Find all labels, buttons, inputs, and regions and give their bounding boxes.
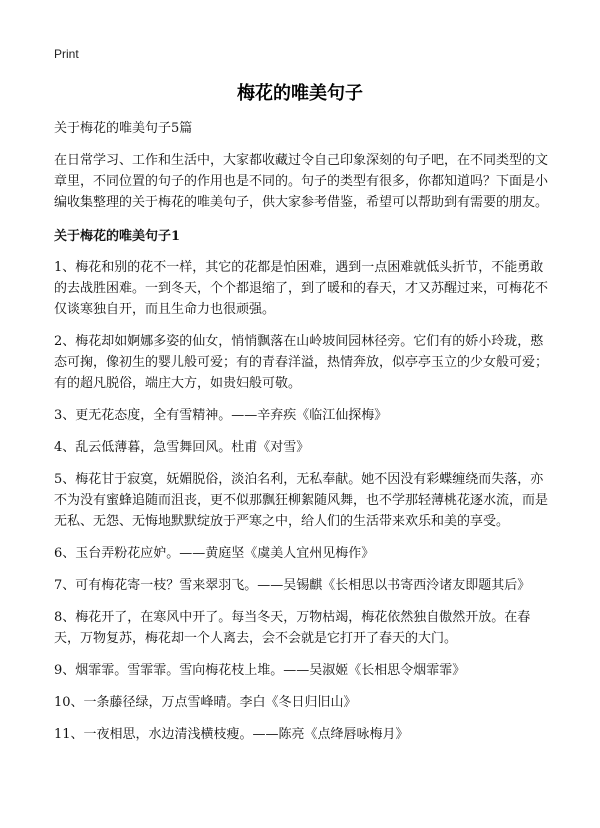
page-title: 梅花的唯美句子 (237, 83, 363, 104)
section-heading: 关于梅花的唯美句子1 (54, 229, 181, 244)
sentence-item-8: 8、梅花开了，在寒风中开了。每当冬天，万物枯竭，梅花依然独自傲然开放。在春天，万物复苏，梅花却一个人离去，会不会就是它打开了春天的大门。 (54, 610, 531, 646)
sentence-item-9: 9、烟霏霏。雪霏霏。雪向梅花枝上堆。——吴淑姬《长相思令烟霏霏》 (54, 663, 466, 678)
print-link[interactable]: Print (54, 47, 79, 61)
sentence-item-11: 11、一夜相思，水边清浅横枝瘦。——陈亮《点绛唇咏梅月》 (54, 727, 409, 742)
sentence-item-7: 7、可有梅花寄一枝？雪来翠羽飞。——吴锡麒《长相思以书寄西泠诸友即题其后》 (54, 578, 531, 593)
sentence-item-1: 1、梅花和别的花不一样，其它的花都是怕困难，遇到一点困难就低头折节，不能勇敢的去战胜困难。一到冬天，个个都退缩了，到了暖和的春天，才又苏醒过来，可梅花不仅谈寒独自开，而且生命力也很顽强。 (54, 260, 549, 317)
sentence-item-2: 2、梅花却如婀娜多姿的仙女，悄悄飘落在山岭坡间园林径旁。它们有的娇小玲珑，憨态可掬，像初生的婴儿般可爱；有的青春洋溢，热情奔放，似亭亭玉立的少女般可爱；有的超凡脱俗，端庄大方，如贵妇般可敬。 (54, 334, 549, 391)
intro-paragraph: 在日常学习、工作和生活中，大家都收藏过令自己印象深刻的句子吧，在不同类型的文章里，不同位置的句子的作用也是不同的。句子的类型有很多，你都知道吗？下面是小编收集整理的关于梅花的唯美句子，供大家参考借鉴，希望可以帮助到有需要的朋友。 (54, 153, 549, 210)
article-content (54, 118, 548, 756)
sentence-item-3: 3、更无花态度，全有雪精神。——辛弃疾《临江仙探梅》 (54, 408, 388, 423)
sentence-item-10: 10、一条藤径绿，万点雪峰晴。李白《冬日归旧山》 (54, 695, 357, 710)
sentence-item-6: 6、玉台弄粉花应妒。——黄庭坚《虞美人宜州见梅作》 (54, 546, 375, 561)
article-subtitle: 关于梅花的唯美句子5篇 (54, 121, 193, 136)
sentence-item-5: 5、梅花甘于寂寞，妩媚脱俗，淡泊名利，无私奉献。她不因没有彩蝶缠绕而失落，亦不为没有蜜蜂追随而沮丧，更不似那飘狂柳絮随风舞，也不学那轻薄桃花逐水流，而是无私、无怨、无悔地默默绽放于严寒之中，给人们的生活带来欢乐和美的享受。 (54, 472, 549, 529)
sentence-item-4: 4、乱云低薄暮，急雪舞回风。杜甫《对雪》 (54, 440, 310, 455)
